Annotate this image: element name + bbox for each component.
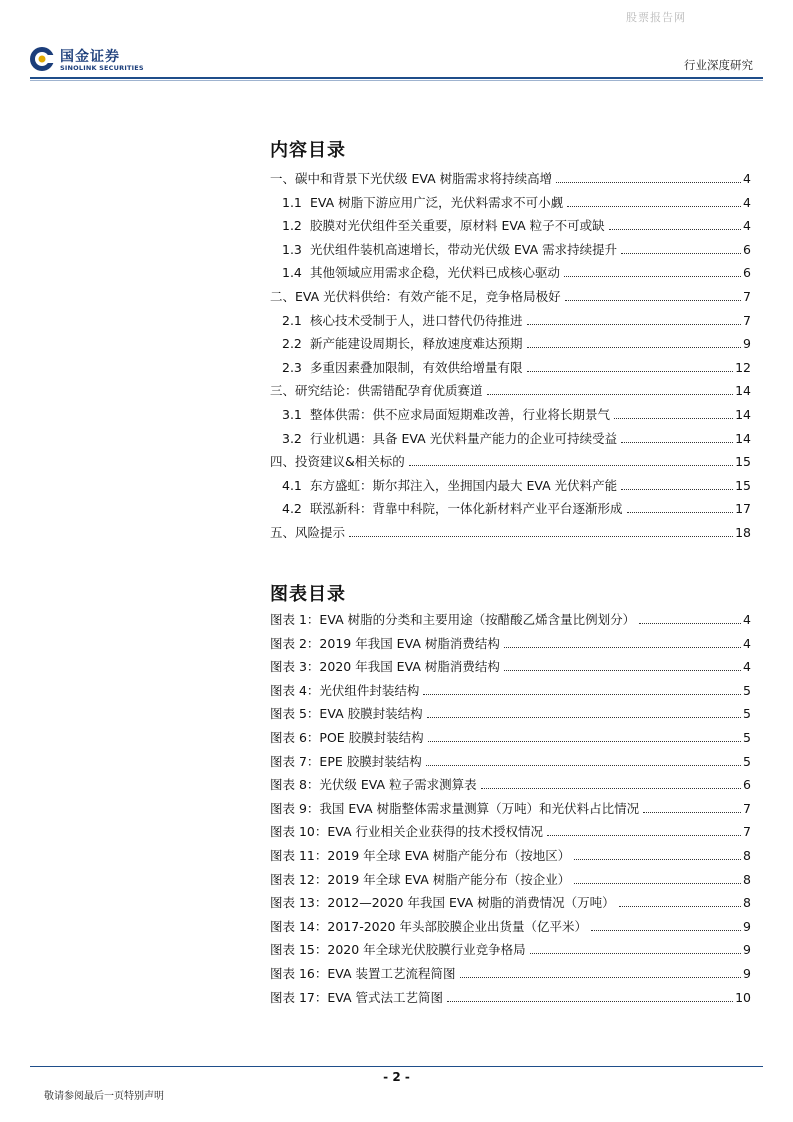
figure-entry-label — [270, 940, 528, 958]
toc-entry-text: 多重因素叠加限制，有效供给增量有限 — [309, 359, 523, 375]
dot-leader — [423, 694, 741, 695]
dot-leader — [428, 741, 741, 742]
figure-entry-text: 图表 16：EVA 装置工艺流程简图 — [270, 965, 456, 981]
dot-leader — [527, 347, 742, 348]
toc-entry-text: 行业机遇：具备 EVA 光伏料量产能力的企业可持续受益 — [309, 430, 618, 446]
figure-entry-label — [270, 681, 421, 699]
toc-entry-label — [270, 193, 565, 211]
page-ref: 17 — [735, 501, 751, 517]
figure-entry[interactable] — [270, 893, 751, 917]
figure-entry-label — [270, 988, 445, 1006]
toc-entry-text: 新产能建设周期长，释放速度难达预期 — [309, 336, 523, 352]
page-ref: 7 — [743, 312, 751, 328]
toc-entry-number: 1.3 — [282, 241, 302, 257]
toc-entry-text: 整体供需：供不应求局面短期难改善，行业将长期景气 — [309, 406, 610, 422]
dot-leader — [567, 206, 741, 207]
dot-leader — [487, 394, 734, 395]
figure-entry-label — [270, 799, 641, 817]
dot-leader — [427, 717, 741, 718]
figure-entry[interactable] — [270, 799, 751, 823]
toc-entry[interactable] — [270, 476, 751, 500]
toc-entry-label — [270, 311, 525, 329]
dot-leader — [527, 324, 742, 325]
footer-divider — [30, 1066, 763, 1067]
page-ref: 4 — [743, 194, 751, 210]
dot-leader — [504, 670, 741, 671]
toc-entry[interactable] — [270, 287, 751, 311]
page-ref: 8 — [743, 847, 751, 863]
toc-entry[interactable] — [270, 169, 751, 193]
toc-entry-number: 2.3 — [282, 359, 302, 375]
figure-entry-text: 图表 10：EVA 行业相关企业获得的技术授权情况 — [270, 824, 544, 840]
figure-entry-text: 图表 7：EPE 胶膜封装结构 — [270, 753, 422, 769]
figure-entry[interactable] — [270, 752, 751, 776]
header-divider-thin — [30, 80, 763, 81]
toc-entry-text: 东方盛虹：斯尔邦注入，坐拥国内最大 EVA 光伏料产能 — [309, 477, 618, 493]
figure-entry-text: 图表 12：2019 年全球 EVA 树脂产能分布（按企业） — [270, 871, 571, 887]
toc-entry-number: 2.1 — [282, 312, 302, 328]
page-ref: 10 — [735, 989, 751, 1005]
toc-entry-text: 三、研究结论：供需错配孕育优质赛道 — [270, 383, 483, 399]
toc-entry[interactable] — [270, 358, 751, 382]
toc-entry-text: 核心技术受制于人，进口替代仍待推进 — [309, 312, 523, 328]
sinolink-logo-icon — [29, 46, 55, 72]
toc-entry[interactable] — [270, 263, 751, 287]
figure-list — [270, 610, 751, 1011]
toc-entry-number: 1.2 — [282, 218, 302, 234]
toc-entry-label — [270, 358, 525, 376]
figure-entry-label — [270, 893, 617, 911]
page-ref: 12 — [735, 359, 751, 375]
figure-entry[interactable] — [270, 610, 751, 634]
dot-leader — [574, 859, 741, 860]
figure-entry-text: 图表 11：2019 年全球 EVA 树脂产能分布（按地区） — [270, 847, 571, 863]
page-ref: 4 — [743, 218, 751, 234]
toc-entry-number: 4.1 — [282, 477, 302, 493]
page-ref: 6 — [743, 265, 751, 281]
page-ref: 5 — [743, 682, 751, 698]
toc-entry[interactable] — [270, 405, 751, 429]
header-divider — [30, 77, 763, 79]
page-ref: 4 — [743, 659, 751, 675]
page-ref: 4 — [743, 635, 751, 651]
toc-entry-label — [270, 452, 407, 470]
page-ref: 6 — [743, 241, 751, 257]
toc-entry-number: 4.2 — [282, 501, 302, 517]
figure-list-title: 图表目录 — [270, 584, 346, 605]
page-ref: 4 — [743, 171, 751, 186]
toc-entry-label — [270, 334, 525, 352]
report-type: 行业深度研究 — [684, 58, 753, 72]
figure-entry-text: 图表 13：2012—2020 年我国 EVA 树脂的消费情况（万吨） — [270, 895, 615, 911]
toc-entry-text: 光伏组件装机高速增长，带动光伏级 EVA 需求持续提升 — [309, 241, 618, 257]
toc-entry-number: 1.1 — [282, 194, 302, 210]
dot-leader — [639, 623, 741, 624]
toc-entry-text: 一、碳中和背景下光伏级 EVA 树脂需求将持续高增 — [270, 171, 553, 186]
figure-entry-text: 图表 5：EVA 胶膜封装结构 — [270, 706, 423, 722]
toc-entry-label — [270, 216, 607, 234]
dot-leader — [627, 512, 734, 513]
figure-entry-label — [270, 752, 424, 770]
page-ref: 7 — [743, 824, 751, 840]
dot-leader — [530, 953, 741, 954]
dot-leader — [621, 253, 741, 254]
figure-entry-label — [270, 728, 426, 746]
figure-entry[interactable] — [270, 870, 751, 894]
page-ref: 15 — [735, 454, 751, 470]
figure-entry-label — [270, 846, 572, 864]
toc-entry[interactable] — [270, 334, 751, 358]
toc-entry[interactable] — [270, 216, 751, 240]
dot-leader — [527, 371, 734, 372]
dot-leader — [565, 300, 741, 301]
toc-entry[interactable] — [270, 429, 751, 453]
page-ref: 5 — [743, 729, 751, 745]
dot-leader — [591, 930, 741, 931]
toc-entry-label — [270, 287, 563, 305]
page-ref: 4 — [743, 612, 751, 627]
toc-entry[interactable] — [270, 523, 751, 547]
brand-name-en: SINOLINK SECURITIES — [60, 64, 144, 72]
page-ref: 7 — [743, 800, 751, 816]
page-ref: 8 — [743, 871, 751, 887]
figure-entry-text: 图表 4：光伏组件封装结构 — [270, 682, 420, 698]
figure-entry-label — [270, 775, 479, 793]
toc-entry-text: 五、风险提示 — [270, 524, 346, 540]
figure-entry-text: 图表 1：EVA 树脂的分类和主要用途（按醋酸乙烯含量比例划分） — [270, 612, 636, 627]
toc-entry-label — [270, 476, 619, 494]
toc-entry-label — [270, 405, 612, 423]
dot-leader — [460, 977, 741, 978]
figure-entry-label — [270, 657, 502, 675]
page-ref: 14 — [735, 406, 751, 422]
dot-leader — [426, 765, 741, 766]
figure-entry[interactable] — [270, 704, 751, 728]
watermark-text: 股票报告网 — [626, 11, 686, 24]
dot-leader — [614, 418, 733, 419]
page-ref: 9 — [743, 336, 751, 352]
page-ref: 7 — [743, 288, 751, 304]
figure-entry-text: 图表 6：POE 胶膜封装结构 — [270, 729, 424, 745]
toc-title: 内容目录 — [270, 140, 346, 161]
dot-leader — [621, 442, 733, 443]
figure-entry-label — [270, 704, 425, 722]
figure-entry-text: 图表 14：2017-2020 年头部胶膜企业出货量（亿平米） — [270, 918, 587, 934]
toc-entry[interactable] — [270, 499, 751, 523]
toc-entry-text: 四、投资建议&相关标的 — [270, 454, 405, 470]
disclaimer-text: 敬请参阅最后一页特别声明 — [44, 1091, 164, 1102]
page-ref: 9 — [743, 965, 751, 981]
figure-entry-text: 图表 2：2019 年我国 EVA 树脂消费结构 — [270, 635, 500, 651]
figure-entry[interactable] — [270, 681, 751, 705]
dot-leader — [609, 229, 741, 230]
dot-leader — [481, 788, 741, 789]
figure-entry[interactable] — [270, 940, 751, 964]
toc-entry[interactable] — [270, 452, 751, 476]
dot-leader — [349, 536, 733, 537]
figure-entry[interactable] — [270, 964, 751, 988]
toc-entry-number: 2.2 — [282, 336, 302, 352]
toc-entry-text: EVA 树脂下游应用广泛，光伏料需求不可小觑 — [309, 194, 564, 210]
toc-entry[interactable] — [270, 240, 751, 264]
toc-list — [270, 169, 751, 547]
figure-entry-text: 图表 15：2020 年全球光伏胶膜行业竞争格局 — [270, 942, 526, 958]
page-ref: 14 — [735, 430, 751, 446]
page-ref: 8 — [743, 895, 751, 911]
dot-leader — [547, 835, 741, 836]
figure-entry[interactable] — [270, 917, 751, 941]
figure-entry-label — [270, 870, 572, 888]
dot-leader — [621, 489, 733, 490]
toc-entry-label — [270, 429, 619, 447]
dot-leader — [504, 647, 741, 648]
toc-entry-label — [270, 263, 562, 281]
dot-leader — [643, 812, 741, 813]
dot-leader — [556, 182, 741, 183]
figure-entry-label — [270, 634, 502, 652]
dot-leader — [564, 276, 741, 277]
figure-entry[interactable] — [270, 728, 751, 752]
toc-entry-number: 3.2 — [282, 430, 302, 446]
page-ref: 9 — [743, 942, 751, 958]
figure-entry[interactable] — [270, 775, 751, 799]
figure-entry[interactable] — [270, 657, 751, 681]
toc-entry-text: 联泓新科：背靠中科院，一体化新材料产业平台逐渐形成 — [309, 501, 623, 517]
toc-entry-label — [270, 169, 554, 187]
page-ref: 18 — [735, 524, 751, 540]
toc-entry[interactable] — [270, 381, 751, 405]
toc-entry-text: 二、EVA 光伏料供给：有效产能不足，竞争格局极好 — [270, 288, 561, 304]
figure-entry-label — [270, 917, 589, 935]
dot-leader — [409, 465, 733, 466]
toc-entry[interactable] — [270, 311, 751, 335]
page-ref: 5 — [743, 706, 751, 722]
toc-entry-number: 1.4 — [282, 265, 302, 281]
page-ref: 14 — [735, 383, 751, 399]
figure-entry-text: 图表 8：光伏级 EVA 粒子需求测算表 — [270, 777, 477, 793]
figure-entry[interactable] — [270, 822, 751, 846]
figure-entry[interactable] — [270, 634, 751, 658]
toc-entry[interactable] — [270, 193, 751, 217]
toc-entry-text: 胶膜对光伏组件至关重要，原材料 EVA 粒子不可或缺 — [309, 218, 605, 234]
figure-entry-text: 图表 17：EVA 管式法工艺简图 — [270, 989, 444, 1005]
page-ref: 5 — [743, 753, 751, 769]
figure-entry[interactable] — [270, 988, 751, 1012]
dot-leader — [447, 1001, 733, 1002]
toc-entry-label — [270, 240, 619, 258]
page-number: - 2 - — [383, 1070, 410, 1084]
dot-leader — [619, 906, 741, 907]
page-ref: 15 — [735, 477, 751, 493]
toc-entry-text: 其他领域应用需求企稳，光伏料已成核心驱动 — [309, 265, 560, 281]
figure-entry[interactable] — [270, 846, 751, 870]
figure-entry-label — [270, 964, 458, 982]
toc-entry-label — [270, 523, 347, 541]
dot-leader — [574, 883, 741, 884]
toc-entry-number: 3.1 — [282, 406, 302, 422]
figure-entry-text: 图表 9：我国 EVA 树脂整体需求量测算（万吨）和光伏料占比情况 — [270, 800, 640, 816]
toc-entry-label — [270, 499, 625, 517]
figure-entry-label — [270, 610, 637, 628]
figure-entry-text: 图表 3：2020 年我国 EVA 树脂消费结构 — [270, 659, 500, 675]
brand-name-cn: 国金证券 — [60, 49, 120, 65]
page-ref: 6 — [743, 777, 751, 793]
page-ref: 9 — [743, 918, 751, 934]
toc-entry-label — [270, 381, 485, 399]
figure-entry-label — [270, 822, 545, 840]
brand-logo — [29, 45, 159, 75]
